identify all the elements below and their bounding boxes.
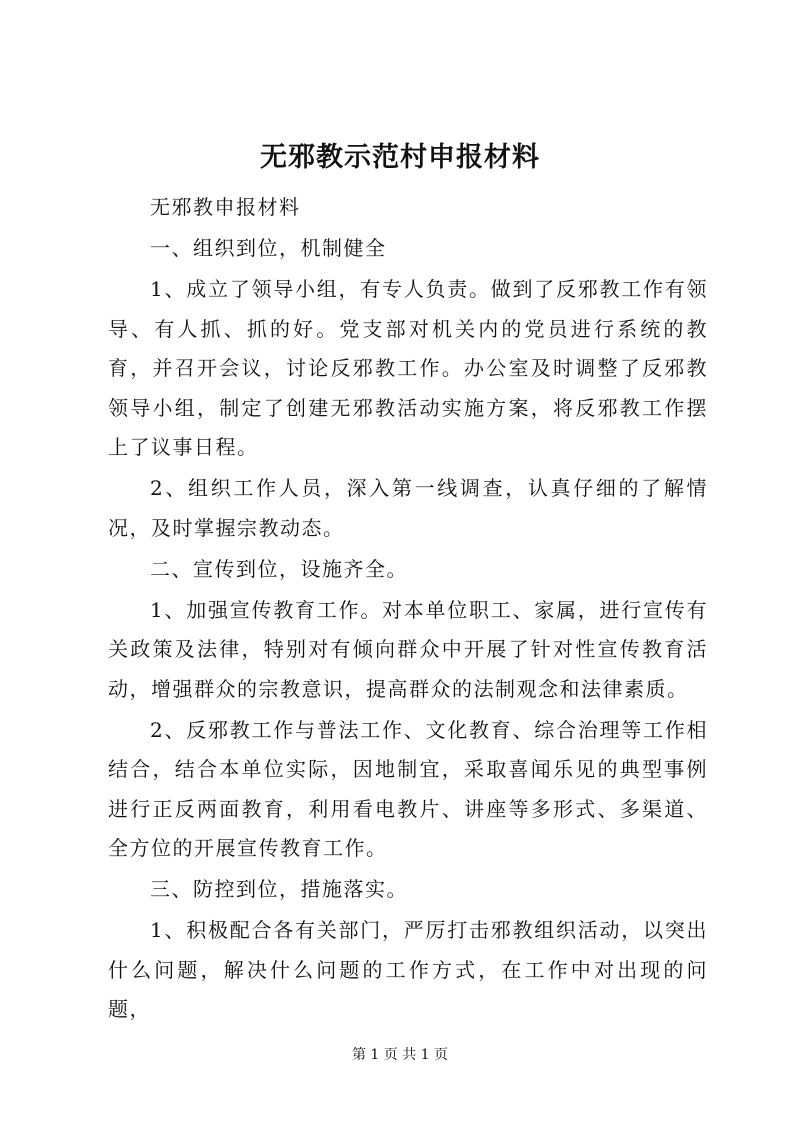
paragraph: 1、加强宣传教育工作。对本单位职工、家属，进行宣传有关政策及法律，特别对有倾向群众中开展了针对性宣传教育活动，增强群众的宗教意识，提高群众的法制观念和法律素质。 xyxy=(108,597,708,701)
section-heading-2: 二、宣传到位，设施齐全。 xyxy=(150,556,408,581)
document-title: 无邪教示范村申报材料 xyxy=(260,142,540,173)
paragraph-subtitle: 无邪教申报材料 xyxy=(150,195,301,219)
section-heading-3: 三、防控到位，措施落实。 xyxy=(150,877,408,901)
section-heading-1: 一、组织到位，机制健全 xyxy=(150,236,387,260)
paragraph: 2、反邪教工作与普法工作、文化教育、综合治理等工作相结合，结合本单位实际，因地制宜，采取喜闻乐见的典型事例进行正反两面教育，利用看电教片、讲座等多形式、多渠道、全方位的开展宣传教育工作。 xyxy=(108,717,708,860)
document-body xyxy=(108,188,708,1031)
paragraph: 1、积极配合各有关部门，严厉打击邪教组织活动，以突出什么问题，解决什么问题的工作方式，在工作中对出现的问题， xyxy=(108,918,708,1021)
page-footer: 第 1 页 共 1 页 xyxy=(351,1047,449,1063)
paragraph: 1、成立了领导小组，有专人负责。做到了反邪教工作有领导、有人抓、抓的好。党支部对机关内的党员进行系统的教育，并召开会议，讨论反邪教工作。办公室及时调整了反邪教领导小组，制定了创建无邪教活动实施方案，将反邪教工作摆上了议事日程。 xyxy=(108,277,708,459)
paragraph: 2、组织工作人员，深入第一线调查，认真仔细的了解情况，及时掌握宗教动态。 xyxy=(108,476,708,540)
